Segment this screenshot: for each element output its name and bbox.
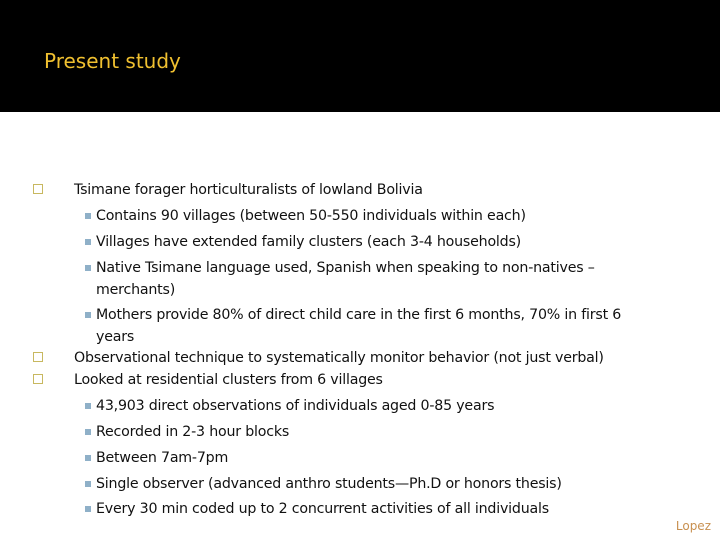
bullet-continuation — [96, 279, 175, 301]
bullet-text: years — [96, 329, 135, 345]
footer-author: Lopez — [675, 519, 711, 533]
sub-bullet-item — [96, 473, 562, 495]
sub-bullet-item — [96, 257, 595, 279]
square-bullet-icon — [85, 312, 91, 318]
bullet-text: Observational technique to systematically monitor behavior (not just verbal) — [74, 350, 604, 366]
bullet-text: Native Tsimane language used, Spanish when speaking to non-natives – — [96, 260, 595, 276]
square-bullet-icon — [85, 239, 91, 245]
hollow-square-bullet-icon — [33, 374, 43, 384]
bullet-text: Villages have extended family clusters (each 3-4 households) — [96, 234, 521, 250]
bullet-item — [74, 347, 604, 369]
square-bullet-icon — [85, 265, 91, 271]
square-bullet-icon — [85, 403, 91, 409]
bullet-continuation — [96, 326, 134, 348]
bullet-text: 43,903 direct observations of individuals aged 0-85 years — [96, 398, 495, 414]
square-bullet-icon — [85, 455, 91, 461]
hollow-square-bullet-icon — [33, 184, 43, 194]
bullet-text: merchants) — [96, 282, 176, 298]
square-bullet-icon — [85, 481, 91, 487]
sub-bullet-item — [96, 205, 526, 227]
slide-header — [0, 0, 720, 112]
square-bullet-icon — [85, 213, 91, 219]
sub-bullet-item — [96, 447, 228, 469]
bullet-text: Recorded in 2-3 hour blocks — [96, 424, 290, 440]
sub-bullet-item — [96, 421, 289, 443]
bullet-text: Contains 90 villages (between 50-550 individuals within each) — [96, 208, 526, 224]
hollow-square-bullet-icon — [33, 352, 43, 362]
sub-bullet-item — [96, 498, 549, 520]
sub-bullet-item — [96, 395, 494, 417]
bullet-text: Single observer (advanced anthro students—Ph.D or honors thesis) — [96, 476, 562, 492]
slide-title: Present study — [44, 49, 181, 73]
square-bullet-icon — [85, 429, 91, 435]
bullet-text: Between 7am-7pm — [96, 450, 229, 466]
sub-bullet-item — [96, 304, 621, 326]
bullet-item — [74, 179, 423, 201]
sub-bullet-item — [96, 231, 521, 253]
bullet-text: Looked at residential clusters from 6 villages — [74, 372, 383, 388]
square-bullet-icon — [85, 506, 91, 512]
bullet-text: Mothers provide 80% of direct child care in the first 6 months, 70% in first 6 — [96, 307, 622, 323]
bullet-text: Tsimane forager horticulturalists of lowland Bolivia — [74, 182, 423, 198]
bullet-text: Every 30 min coded up to 2 concurrent activities of all individuals — [96, 501, 549, 517]
bullet-item — [74, 369, 383, 391]
